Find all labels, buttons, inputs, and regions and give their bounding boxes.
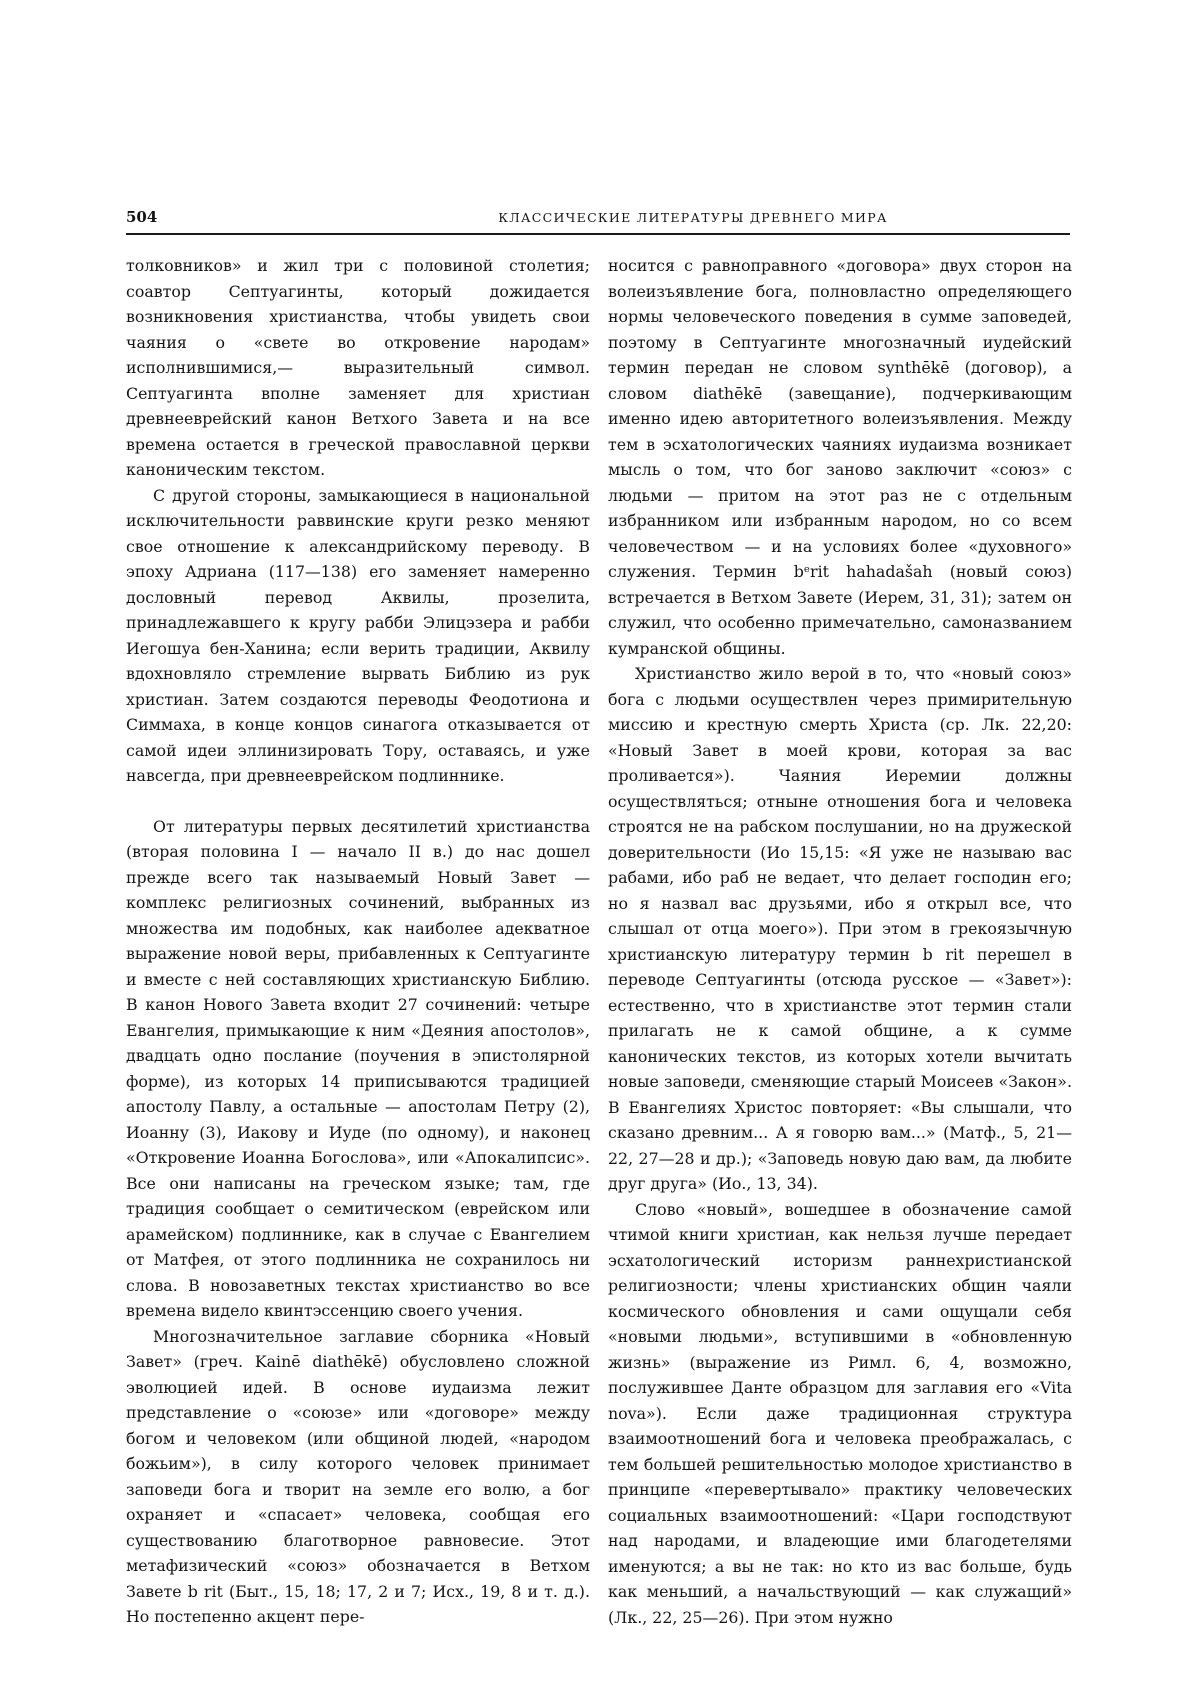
page-number: 504 [126,208,158,226]
paragraph: Многозначительное заглавие сборника «Новый Завет» (греч. Kainē diathēkē) обусловлено сложной эволюцией идей. В основе иудаизма лежит представление о «союзе» или «договоре» между богом и человеком (или общиной людей, «народом божьим»), в силу которого человек принимает заповеди бога и творит на земле его волю, а бог охраняет и «спасает» человека, сообщая его существованию благотворное равновесие. Этот метафизический «союз» обозначается в Ветхом Завете b rit (Быт., 15, 18; 17, 2 и 7; Исх., 19, 8 и т. д.). Но постепенно акцент пере- [126,1326,590,1626]
right-column [608,253,1072,1630]
paragraph: толковников» и жил три с половиной столетия; соавтор Септуагинты, который дожидается возникновения христианства, чтобы увидеть свои чаяния о «свете во откровение народам» исполнившимися,— выразительный символ. Септуагинта вполне заменяет для христиан древнееврейский канон Ветхого Завета и на все времена остается в греческой православной церкви каноническим текстом. [126,256,590,479]
paragraph: носится с равноправного «договора» двух сторон на волеизъявление бога, полновластно определяющего нормы человеческого поведения в сумме заповедей, поэтому в Септуагинте многозначный иудейский термин передан не словом synthēkē (договор), а словом diathēkē (завещание), подчеркивающим именно идею авторитетного волеизъявления. Между тем в эсхатологических чаяниях иудаизма возникает мысль о том, что бог заново заключит «союз» с людьми — притом на этот раз не с отдельным избранником или избранным народом, но со всем человечеством — и на условиях более «духовного» служения. Термин bᵉrit hahadašah (новый союз) встречается в Ветхом Завете (Иерем, 31, 31); затем он служил, что особенно примечательно, самоназванием кумранской общины. [608,256,1072,658]
paragraph: Слово «новый», вошедшее в обозначение самой чтимой книги христиан, как нельзя лучше передает эсхатологический историзм раннехристианской религиозности; члены христианских общин чаяли космического обновления и сами ощущали себя «новыми людьми», вступившими в «обновленную жизнь» (выражение из Римл. 6, 4, возможно, послужившее Данте образцом для заглавия его «Vita nova»). Если даже традиционная структура взаимоотношений бога и человека преображалась, с тем большей решительностью молодое христианство в принципе «перевертывало» практику человеческих социальных взаимоотношений: «Цари господствуют над народами, и владеющие ими благодетелями именуются; а вы не так: но кто из вас больше, будь как меньший, а начальствующий — как служащий» (Лк., 22, 25—26). При этом нужно [608,1199,1072,1627]
left-column [126,253,590,1630]
paragraph: Христианство жило верой в то, что «новый союз» бога с людьми осуществлен через примирительную миссию и крестную смерть Христа (ср. Лк. 22,20: «Новый Завет в моей крови, которая за вас проливается»). Чаяния Иеремии должны осуществляться; отныне отношения бога и человека строятся не на рабском послушании, но на дружеской доверительности (Ио 15,15: «Я уже не называю вас рабами, ибо раб не ведает, что делает господин его; но я назвал вас друзьями, ибо я открыл все, что слышал от отца моего»). При этом в грекоязычную христианскую литературу термин b rit перешел в переводе Септуагинты (отсюда русское — «Завет»): естественно, что в христианстве этот термин стали прилагать не к самой общине, а к сумме канонических текстов, из которых хотели вычитать новые заповеди, сменяющие старый Моисеев «Закон». В Евангелиях Христос повторяет: «Вы слышали, что сказано древним... А я говорю вам...» (Матф., 5, 21—22, 27—28 и др.); «Заповедь новую даю вам, да любите друг друга» (Ио., 13, 34). [608,664,1072,1193]
paragraph: От литературы первых десятилетий христианства (вторая половина I — начало II в.) до нас дошел прежде всего так называемый Новый Завет — комплекс религиозных сочинений, выбранных из множества им подобных, как наиболее адекватное выражение новой веры, прибавленных к Септуагинте и вместе с ней составляющих христианскую Библию. В канон Нового Завета входит 27 сочинений: четыре Евангелия, примыкающие к ним «Деяния апостолов», двадцать одно послание (поучения в эпистолярной форме), из которых 14 приписываются традицией апостолу Павлу, а остальные — апостолам Петру (2), Иоанну (3), Иакову и Иуде (по одному), и наконец «Откровение Иоанна Богослова», или «Апокалипсис». Все они написаны на греческом языке; там, где традиция сообщает о семитическом (еврейском или арамейском) подлиннике, как в случае с Евангелием от Матфея, от этого подлинника не сохранилось ни слова. В новозаветных текстах христианство во все времена видело квинтэссенцию своего учения. [126,816,590,1320]
paragraph: С другой стороны, замыкающиеся в национальной исключительности раввинские круги резко меняют свое отношение к александрийскому переводу. В эпоху Адриана (117—138) его заменяет намеренно дословный перевод Аквилы, прозелита, принадлежавшего к кругу рабби Элицэзера и рабби Иегошуа бен-Ханина; если верить традиции, Аквилу вдохновляло стремление вырвать Библию из рук христиан. Затем создаются переводы Феодотиона и Симмаха, в конце концов синагога отказывается от самой идеи эллинизировать Тору, оставаясь, и уже навсегда, при древнееврейском подлиннике. [126,485,590,785]
running-title: КЛАССИЧЕСКИЕ ЛИТЕРАТУРЫ ДРЕВНЕГО МИРА [498,210,888,225]
page-header [126,208,1070,234]
header-rule [126,233,1070,235]
